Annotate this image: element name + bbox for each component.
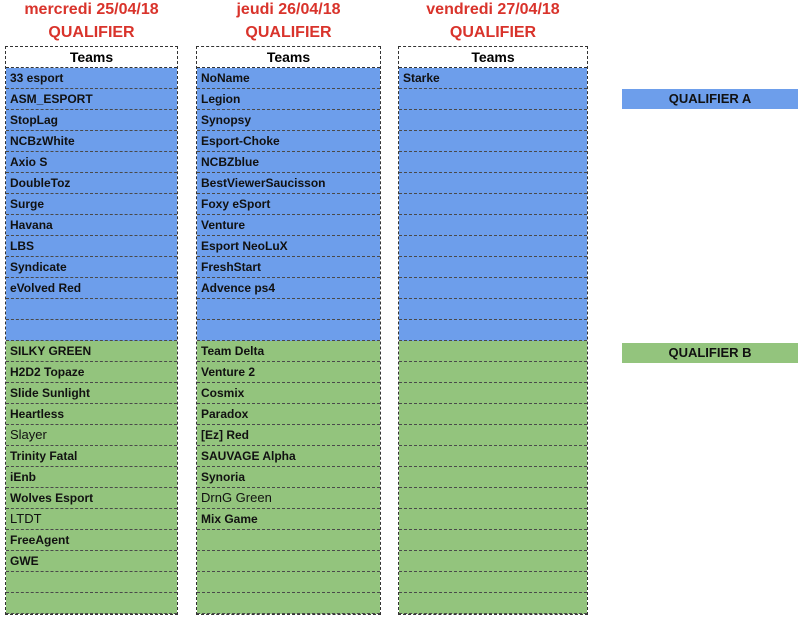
team-cell[interactable] [399,341,587,362]
team-cell[interactable] [399,215,587,236]
teams-table [5,46,178,615]
team-cell[interactable] [197,593,380,614]
day-qualifier-label: QUALIFIER [245,24,332,41]
team-cell[interactable]: StopLag [6,110,177,131]
team-cell[interactable] [197,320,380,341]
team-cell[interactable]: DoubleToz [6,173,177,194]
team-cell[interactable]: NoName [197,68,380,89]
team-cell[interactable] [399,110,587,131]
team-cell[interactable] [399,131,587,152]
team-cell[interactable] [399,446,587,467]
team-cell[interactable] [399,236,587,257]
team-cell[interactable]: ASM_ESPORT [6,89,177,110]
team-cell[interactable] [399,530,587,551]
team-cell[interactable] [6,593,177,614]
team-cell[interactable]: Mix Game [197,509,380,530]
team-cell[interactable] [399,509,587,530]
team-cell[interactable]: DrnG Green [197,488,380,509]
team-cell[interactable]: BestViewerSaucisson [197,173,380,194]
team-cell[interactable]: Axio S [6,152,177,173]
team-cell[interactable] [399,89,587,110]
day-qualifier-label: QUALIFIER [48,24,135,41]
team-cell[interactable]: Starke [399,68,587,89]
team-cell[interactable]: Venture 2 [197,362,380,383]
team-cell[interactable]: LTDT [6,509,177,530]
team-cell[interactable] [197,530,380,551]
team-cell[interactable]: SILKY GREEN [6,341,177,362]
team-cell[interactable] [399,467,587,488]
team-cell[interactable] [197,572,380,593]
team-cell[interactable]: Slayer [6,425,177,446]
team-cell[interactable] [399,173,587,194]
team-cell[interactable] [399,278,587,299]
team-cell[interactable] [399,572,587,593]
team-cell[interactable]: Team Delta [197,341,380,362]
team-cell[interactable]: FreshStart [197,257,380,278]
teams-table [398,46,588,615]
team-cell[interactable] [399,194,587,215]
team-cell[interactable] [197,551,380,572]
teams-header: Teams [197,47,380,68]
team-cell[interactable]: SAUVAGE Alpha [197,446,380,467]
team-cell[interactable] [399,362,587,383]
team-cell[interactable]: Synoria [197,467,380,488]
team-cell[interactable]: H2D2 Topaze [6,362,177,383]
day-column-1 [5,0,178,615]
day-date: jeudi 26/04/18 [236,1,341,18]
team-cell[interactable]: [Ez] Red [197,425,380,446]
team-cell[interactable] [399,257,587,278]
teams-header: Teams [6,47,177,68]
team-cell[interactable] [399,488,587,509]
team-cell[interactable] [6,572,177,593]
team-cell[interactable]: Havana [6,215,177,236]
team-cell[interactable]: Venture [197,215,380,236]
team-cell[interactable]: Esport NeoLuX [197,236,380,257]
team-cell[interactable]: Trinity Fatal [6,446,177,467]
team-cell[interactable] [399,551,587,572]
team-cell[interactable]: eVolved Red [6,278,177,299]
team-cell[interactable] [399,404,587,425]
team-cell[interactable] [197,299,380,320]
team-cell[interactable]: iEnb [6,467,177,488]
day-column-2 [196,0,381,615]
team-cell[interactable] [399,299,587,320]
team-cell[interactable] [399,320,587,341]
team-cell[interactable]: Cosmix [197,383,380,404]
day-date: vendredi 27/04/18 [426,1,560,18]
team-cell[interactable]: Wolves Esport [6,488,177,509]
team-cell[interactable] [6,299,177,320]
team-cell[interactable] [399,383,587,404]
team-cell[interactable]: 33 esport [6,68,177,89]
team-cell[interactable] [399,152,587,173]
qualifier-b-label: QUALIFIER B [622,343,798,363]
team-cell[interactable]: Surge [6,194,177,215]
team-cell[interactable]: Heartless [6,404,177,425]
team-cell[interactable]: Legion [197,89,380,110]
day-column-3 [398,0,588,615]
qualifier-a-label: QUALIFIER A [622,89,798,109]
team-cell[interactable]: Advence ps4 [197,278,380,299]
team-cell[interactable] [6,320,177,341]
team-cell[interactable]: Slide Sunlight [6,383,177,404]
team-cell[interactable]: Esport-Choke [197,131,380,152]
team-cell[interactable]: LBS [6,236,177,257]
team-cell[interactable]: GWE [6,551,177,572]
day-qualifier-label: QUALIFIER [449,24,537,41]
team-cell[interactable]: Synopsy [197,110,380,131]
team-cell[interactable]: NCBZblue [197,152,380,173]
team-cell[interactable]: FreeAgent [6,530,177,551]
team-cell[interactable]: Paradox [197,404,380,425]
teams-table [196,46,381,615]
day-date: mercredi 25/04/18 [24,1,159,18]
team-cell[interactable] [399,593,587,614]
team-cell[interactable]: NCBzWhite [6,131,177,152]
team-cell[interactable]: Syndicate [6,257,177,278]
team-cell[interactable] [399,425,587,446]
team-cell[interactable]: Foxy eSport [197,194,380,215]
teams-header: Teams [399,47,587,68]
